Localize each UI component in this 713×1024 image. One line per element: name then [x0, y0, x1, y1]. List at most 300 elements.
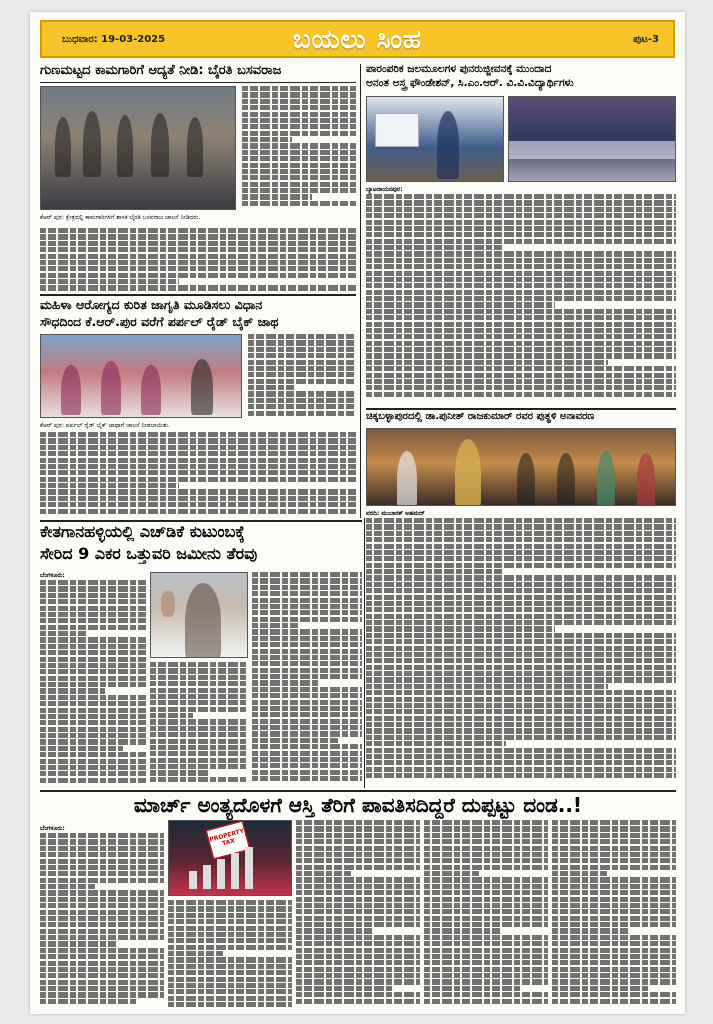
article-byline: ಬ್ಯಾಟರಾಯನಪುರ:	[366, 186, 403, 193]
text-line	[296, 858, 420, 863]
text-line	[366, 575, 676, 580]
text-line	[242, 150, 356, 155]
text-line	[552, 865, 676, 870]
text-line	[366, 595, 676, 600]
divider	[40, 82, 356, 83]
text-line	[40, 986, 164, 991]
text-line	[252, 636, 362, 641]
text-line	[40, 903, 164, 908]
text-line	[366, 563, 676, 568]
text-line	[424, 916, 548, 921]
text-line	[296, 992, 420, 997]
text-line	[242, 92, 356, 97]
text-line	[150, 770, 210, 775]
column-divider	[360, 64, 361, 518]
text-line	[296, 979, 420, 984]
text-line	[40, 897, 164, 902]
text-line	[40, 477, 356, 482]
text-line	[252, 693, 362, 698]
text-line	[248, 360, 356, 365]
text-line	[40, 865, 164, 870]
text-line	[366, 264, 676, 269]
text-line	[150, 777, 248, 782]
text-line	[40, 967, 164, 972]
text-line	[40, 502, 356, 507]
text-line	[424, 884, 548, 889]
text-line	[40, 708, 146, 713]
text-line	[296, 826, 420, 831]
text-line	[168, 913, 292, 918]
text-line	[252, 591, 362, 596]
text-line	[424, 903, 548, 908]
text-line	[150, 675, 248, 680]
text-line	[150, 739, 248, 744]
text-line	[252, 598, 362, 603]
text-line	[40, 701, 146, 706]
text-line	[40, 765, 146, 770]
text-line	[366, 741, 506, 746]
text-line	[40, 625, 146, 630]
text-line	[424, 846, 548, 851]
text-line	[366, 315, 676, 320]
text-line	[366, 690, 676, 695]
text-line	[296, 820, 420, 825]
column-divider	[364, 518, 365, 788]
text-line	[252, 610, 362, 615]
text-line	[252, 649, 362, 654]
issue-date: ಬುಧವಾರ: 19-03-2025	[62, 34, 166, 45]
text-line	[40, 859, 164, 864]
text-line	[366, 296, 676, 301]
text-line	[296, 890, 420, 895]
text-line	[366, 328, 676, 333]
text-line	[252, 744, 362, 749]
text-line	[252, 585, 362, 590]
text-line	[366, 677, 676, 682]
text-line	[252, 578, 362, 583]
text-line	[248, 379, 356, 384]
text-line	[40, 916, 164, 921]
text-line	[40, 606, 146, 611]
text-line	[252, 712, 362, 717]
text-line	[366, 353, 676, 358]
text-line	[252, 731, 362, 736]
article-body	[366, 194, 676, 404]
page-number: ಪುಟ-3	[633, 34, 659, 45]
text-line	[366, 524, 676, 529]
text-line	[366, 531, 676, 536]
text-line	[40, 695, 146, 700]
text-line	[366, 258, 676, 263]
text-line	[366, 773, 676, 778]
text-line	[424, 897, 548, 902]
text-line	[168, 926, 292, 931]
text-line	[552, 973, 676, 978]
text-line	[150, 681, 248, 686]
text-line	[552, 954, 676, 959]
text-line	[366, 194, 676, 199]
text-line	[242, 169, 356, 174]
text-line	[296, 833, 420, 838]
text-line	[366, 646, 676, 651]
text-line	[168, 964, 292, 969]
text-line	[40, 669, 146, 674]
text-line	[366, 767, 676, 772]
photo-caption: ಕೆಆರ್ ಪುರ: ಕ್ಷೇತ್ರದಲ್ಲಿ ಕಾಮಗಾರಿಗಳಿಗೆ ಶಾಸಕ ಬೈರತಿ ಬಸವರಾಜ ಚಾಲನೆ ನೀಡಿದರು.	[40, 214, 201, 221]
text-line	[296, 986, 393, 991]
text-line	[242, 99, 356, 104]
text-line	[366, 658, 676, 663]
text-line	[40, 663, 146, 668]
text-line	[366, 550, 676, 555]
text-line	[40, 739, 146, 744]
article-photo	[40, 334, 242, 418]
article-photo	[40, 86, 236, 210]
divider	[366, 408, 676, 410]
text-line	[424, 967, 548, 972]
article-photo	[508, 96, 676, 182]
text-line	[242, 188, 356, 193]
text-line	[366, 633, 676, 638]
text-line	[40, 254, 356, 259]
newspaper-title: ಬಯಲು ಸಿಂಹ	[293, 25, 422, 55]
text-line	[296, 973, 420, 978]
article-body	[150, 662, 248, 786]
article-body	[424, 820, 548, 1010]
text-line	[252, 674, 362, 679]
text-line	[40, 948, 164, 953]
text-line	[242, 194, 312, 199]
text-line	[168, 906, 292, 911]
text-line	[40, 720, 146, 725]
text-line	[40, 650, 146, 655]
text-line	[366, 302, 555, 307]
article-body	[296, 820, 420, 1010]
text-line	[40, 871, 164, 876]
newspaper-page	[30, 12, 685, 1014]
text-line	[424, 871, 479, 876]
text-line	[40, 458, 356, 463]
text-line	[252, 763, 362, 768]
text-line	[252, 668, 362, 673]
text-line	[40, 593, 146, 598]
text-line	[40, 935, 164, 940]
text-line	[252, 719, 362, 724]
text-line	[366, 665, 676, 670]
text-line	[366, 652, 676, 657]
text-line	[552, 916, 676, 921]
property-tax-photo	[168, 820, 292, 896]
text-line	[168, 932, 292, 937]
text-line	[252, 757, 362, 762]
text-line	[552, 839, 676, 844]
text-line	[40, 228, 356, 233]
text-line	[296, 884, 420, 889]
text-line	[366, 544, 676, 549]
article-headline-line2: ಸೇರಿದ 9 ಎಕರ ಒತ್ತುವರಿ ಜಮೀನು ತೆರವು	[40, 544, 258, 563]
text-line	[366, 537, 676, 542]
text-line	[424, 826, 548, 831]
text-line	[168, 957, 292, 962]
text-line	[242, 163, 356, 168]
text-line	[424, 820, 548, 825]
text-line	[168, 977, 292, 982]
article-headline: ಚಿಕ್ಕಬಳ್ಳಾಪುರದಲ್ಲಿ ಡಾ.ಪುನೀತ್ ರಾಜಕುಮಾರ್ ರವರ ಪುತ್ಥಳಿ ಅನಾವರಣ	[366, 411, 595, 422]
text-line	[252, 776, 362, 781]
text-line	[252, 661, 362, 666]
text-line	[366, 716, 676, 721]
text-line	[242, 124, 356, 129]
text-line	[248, 398, 356, 403]
text-line	[40, 234, 356, 239]
text-line	[552, 826, 676, 831]
text-line	[150, 668, 248, 673]
text-line	[168, 938, 292, 943]
text-line	[296, 967, 420, 972]
text-line	[366, 220, 676, 225]
text-line	[366, 735, 676, 740]
text-line	[552, 979, 676, 984]
text-line	[252, 706, 362, 711]
text-line	[168, 1002, 292, 1007]
text-line	[252, 751, 362, 756]
text-line	[552, 846, 676, 851]
text-line	[366, 588, 676, 593]
text-line	[366, 239, 676, 244]
text-line	[424, 948, 548, 953]
text-line	[40, 273, 356, 278]
text-line	[40, 980, 164, 985]
text-line	[40, 852, 164, 857]
text-line	[366, 569, 502, 574]
text-line	[296, 871, 351, 876]
text-line	[40, 483, 179, 488]
article-headline-line1: ಪಾರಂಪರಿಕ ಜಲಮೂಲಗಳ ಪುನರುಜ್ಜೀವನಕ್ಕೆ ಮುಂದಾದ	[366, 63, 552, 75]
text-line	[366, 347, 676, 352]
text-line	[40, 941, 116, 946]
article-byline: ಬೆಂಗಳೂರು:	[40, 572, 65, 579]
article-body	[252, 572, 362, 786]
article-body	[168, 900, 292, 1010]
text-line	[424, 909, 548, 914]
text-line	[366, 614, 676, 619]
text-line	[424, 852, 548, 857]
text-line	[168, 900, 292, 905]
text-line	[242, 105, 356, 110]
text-line	[366, 582, 676, 587]
text-line	[242, 118, 356, 123]
text-line	[296, 954, 420, 959]
text-line	[366, 245, 502, 250]
article-headline-line2: ಅನಂತ ಅಸ್ತ್ರ ಫೌಂಡೇಶನ್, ಸಿ.ಎಂ.ಆರ್. ವಿ.ವಿ.ವಿದ್ಯಾರ್ಥಿಗಳು	[366, 77, 574, 89]
text-line	[242, 131, 356, 136]
text-line	[424, 941, 548, 946]
article-body	[40, 432, 356, 518]
photo-caption: ಕೆಆರ್ ಪುರ: ಪರ್ಪಲ್ ರೈಡ್ ಬೈಕ್ ಜಾಥಾಗೆ ಚಾಲನೆ ನೀಡಲಾಯಿತು.	[40, 422, 170, 429]
text-line	[252, 680, 319, 685]
text-line	[296, 839, 420, 844]
text-line	[40, 464, 356, 469]
text-line	[366, 601, 676, 606]
text-line	[40, 922, 164, 927]
text-line	[150, 707, 248, 712]
text-line	[252, 700, 362, 705]
text-line	[150, 764, 248, 769]
text-line	[242, 156, 356, 161]
text-line	[552, 948, 676, 953]
text-line	[150, 713, 193, 718]
article-body	[40, 833, 164, 1009]
text-line	[168, 983, 292, 988]
text-line	[248, 385, 296, 390]
text-line	[366, 639, 676, 644]
text-line	[296, 852, 420, 857]
text-line	[40, 714, 146, 719]
text-line	[366, 271, 676, 276]
text-line	[40, 973, 164, 978]
text-line	[252, 629, 362, 634]
text-line	[150, 719, 248, 724]
text-line	[296, 928, 372, 933]
text-line	[40, 637, 146, 642]
article-body	[552, 820, 676, 1010]
text-line	[40, 496, 356, 501]
text-line	[424, 979, 548, 984]
text-line	[552, 852, 676, 857]
text-line	[366, 277, 676, 282]
text-line	[424, 973, 548, 978]
text-line	[552, 897, 676, 902]
article-headline: ಗುಣಮಟ್ಟದ ಕಾಮಗಾರಿಗೆ ಆದ್ಯತೆ ನೀಡಿ: ಬೈರತಿ ಬಸವರಾಜ	[40, 63, 282, 78]
text-line	[150, 758, 248, 763]
text-line	[552, 986, 649, 991]
text-line	[40, 657, 146, 662]
text-line	[248, 347, 356, 352]
text-line	[252, 604, 362, 609]
text-line	[552, 884, 676, 889]
text-line	[252, 655, 362, 660]
text-line	[366, 334, 676, 339]
text-line	[424, 839, 548, 844]
text-line	[552, 967, 676, 972]
text-line	[242, 182, 356, 187]
text-line	[424, 833, 548, 838]
text-line	[168, 996, 292, 1001]
text-line	[296, 897, 420, 902]
text-line	[424, 960, 548, 965]
text-line	[40, 910, 164, 915]
masthead	[40, 20, 675, 58]
text-line	[252, 725, 362, 730]
text-line	[366, 283, 676, 288]
text-line	[366, 207, 676, 212]
text-line	[366, 366, 676, 371]
text-line	[150, 694, 248, 699]
text-line	[40, 438, 356, 443]
article-photo	[366, 428, 676, 506]
property-tax-label: PROPERTY TAX	[206, 821, 250, 860]
text-line	[366, 309, 676, 314]
text-line	[40, 451, 356, 456]
text-line	[424, 922, 548, 927]
text-line	[366, 322, 676, 327]
text-line	[424, 986, 521, 991]
text-line	[150, 700, 248, 705]
text-line	[296, 948, 420, 953]
article-body	[248, 334, 356, 420]
text-line	[366, 607, 676, 612]
article-headline-line2: ಸೌಧದಿಂದ ಕೆ.ಆರ್.ಪುರ ವರೆಗೆ ಪರ್ಪಲ್ ರೈಡ್ ಬೈಕ್ ಜಾಥ	[40, 314, 279, 329]
text-line	[552, 922, 676, 927]
text-line	[248, 404, 356, 409]
text-line	[248, 391, 356, 396]
text-line	[296, 935, 420, 940]
text-line	[366, 251, 676, 256]
text-line	[40, 771, 146, 776]
text-line	[40, 682, 146, 687]
text-line	[40, 445, 356, 450]
article-byline: ವರದಿ: ಮುಬಾರಕ್ ಅಹಮದ್	[366, 510, 425, 517]
text-line	[366, 728, 676, 733]
article-photo	[366, 96, 504, 182]
text-line	[252, 623, 300, 628]
text-line	[366, 703, 676, 708]
text-line	[168, 945, 292, 950]
text-line	[552, 928, 628, 933]
text-line	[424, 992, 548, 997]
text-line	[296, 960, 420, 965]
text-line	[248, 334, 356, 339]
text-line	[168, 989, 292, 994]
text-line	[150, 662, 248, 667]
text-line	[150, 688, 248, 693]
text-line	[242, 137, 292, 142]
text-line	[40, 631, 87, 636]
text-line	[40, 992, 164, 997]
text-line	[552, 890, 676, 895]
text-line	[40, 727, 146, 732]
politician-portrait	[150, 572, 248, 658]
text-line	[424, 954, 548, 959]
text-line	[40, 260, 356, 265]
text-line	[424, 877, 548, 882]
text-line	[242, 112, 356, 117]
text-line	[252, 642, 362, 647]
text-line	[366, 392, 676, 397]
text-line	[248, 366, 356, 371]
text-line	[40, 929, 164, 934]
text-line	[424, 858, 548, 863]
text-line	[248, 340, 356, 345]
text-line	[40, 599, 146, 604]
text-line	[366, 754, 676, 759]
article-headline-line1: ಕೇತಗಾನಹಳ್ಳಿಯಲ್ಲಿ ಎಚ್‌ಡಿಕೆ ಕುಟುಂಬಕ್ಕೆ	[40, 522, 245, 541]
text-line	[366, 213, 676, 218]
text-line	[40, 733, 146, 738]
text-line	[366, 360, 608, 365]
text-line	[366, 620, 676, 625]
text-line	[552, 999, 676, 1004]
text-line	[552, 833, 676, 838]
text-line	[150, 745, 248, 750]
text-line	[366, 290, 676, 295]
text-line	[366, 556, 676, 561]
text-line	[552, 935, 676, 940]
text-line	[296, 916, 420, 921]
text-line	[168, 970, 292, 975]
text-line	[40, 644, 146, 649]
text-line	[40, 470, 356, 475]
